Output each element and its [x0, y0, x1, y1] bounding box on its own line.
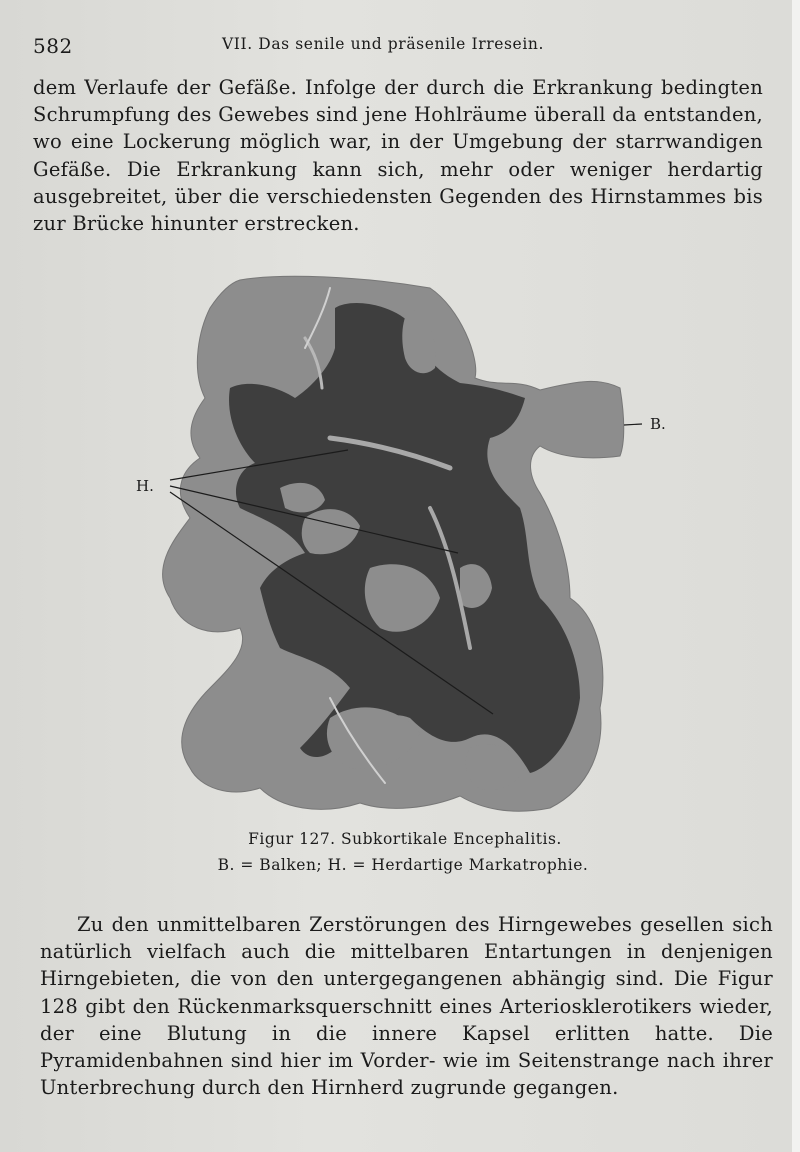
page-number: 582 — [33, 34, 73, 58]
brain-section-figure — [130, 268, 670, 818]
paragraph-bottom: Zu den unmittelbaren Zerstörungen des Hirngewebes gesellen sich natürlich vielfach auch die mittelbaren Entartungen in denjenigen Hirngebieten, die von den untergegangenen abhängig sind. Die Figur 128 gibt den Rückenmarksquerschnitt eines Arteriosklerotikers wieder, der eine Blutung in die innere Kapsel erlitten hatte. Die Pyramidenbahnen sind hier im Vorder- wie im Seitenstrange nach ihrer Unterbrechung durch den Hirnherd zugrunde gegangen. — [40, 913, 773, 1100]
running-head: VII. Das senile und präsenile Irresein. — [222, 35, 544, 53]
label-h: H. — [136, 477, 154, 495]
figure-caption-legend: B. = Balken; H. = Herdartige Markatrophie. — [217, 856, 589, 874]
label-b: B. — [650, 415, 666, 433]
page-edge — [792, 0, 800, 1152]
paragraph-top: dem Verlaufe der Gefäße. Infolge der durch die Erkrankung bedingten Schrumpfung des Gewebes sind jene Hohlräume überall da entstanden, wo eine Lockerung möglich war, in der Umgebung der starrwandigen Gefäße. Die Erkrankung kann sich, mehr oder weniger herdartig ausgebreitet, über die verschiedensten Gegenden des Hirnstammes bis zur Brücke hinunter erstrecken. — [33, 76, 763, 236]
pointer-line-b — [624, 424, 642, 425]
figure-caption-title: Figur 127. Subkortikale Encephalitis. — [248, 830, 562, 848]
